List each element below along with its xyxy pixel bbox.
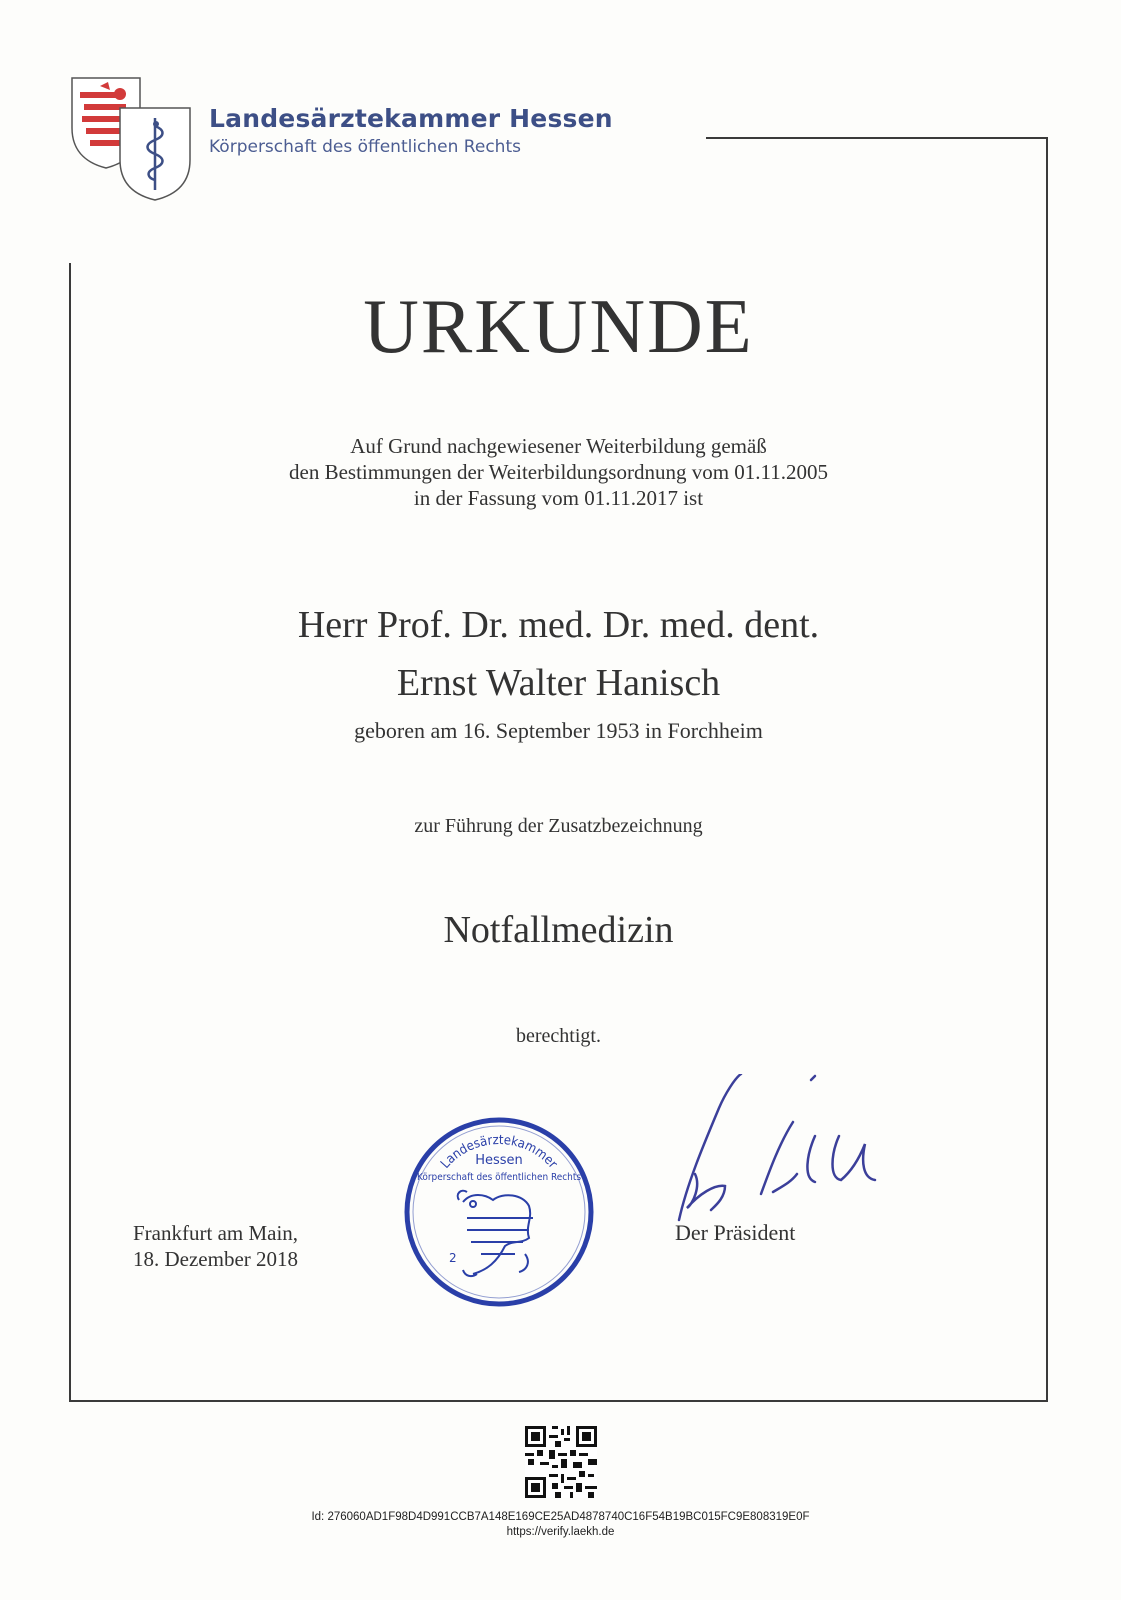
document-id: Id: 276060AD1F98D4D991CCB7A148E169CE25AD4878740C16F54B19BC015FC9E808319E0F bbox=[311, 1511, 810, 1523]
place-and-date bbox=[133, 1220, 298, 1272]
chamber-logo-icon bbox=[70, 76, 200, 206]
seal-text-3: Körperschaft des öffentlichen Rechts bbox=[417, 1172, 581, 1183]
person-title: Herr Prof. Dr. med. Dr. med. dent. bbox=[297, 604, 820, 646]
qualification-name: Notfallmedizin bbox=[443, 909, 674, 951]
organization-name: Landesärztekammer Hessen bbox=[209, 104, 613, 133]
president-signature bbox=[665, 1074, 890, 1224]
frame-top-line bbox=[706, 137, 1048, 139]
intro-line-3: in der Fassung vom 01.11.2017 ist bbox=[413, 486, 704, 510]
verify-link[interactable]: https://verify.laekh.de bbox=[506, 1526, 615, 1538]
intro-line-2: den Bestimmungen der Weiterbildungsordnung vom 01.11.2005 bbox=[289, 460, 828, 484]
qr-code-icon[interactable] bbox=[525, 1426, 597, 1498]
intro-line-1: Auf Grund nachgewiesener Weiterbildung gemäß bbox=[350, 434, 767, 458]
seal-text-2: Hessen bbox=[475, 1153, 523, 1168]
organization-subtitle: Körperschaft des öffentlichen Rechts bbox=[209, 137, 521, 157]
frame-right-line bbox=[1046, 137, 1048, 1402]
certificate-title: URKUNDE bbox=[363, 283, 754, 369]
place-text: Frankfurt am Main, bbox=[133, 1221, 299, 1245]
certificate-intro bbox=[71, 433, 1046, 511]
seal-lion-icon bbox=[458, 1191, 533, 1276]
seal-text-1: Landesärztekammer bbox=[438, 1132, 560, 1172]
birth-info: geboren am 16. September 1953 in Forchheim bbox=[354, 718, 763, 743]
official-seal bbox=[401, 1114, 597, 1310]
seal-number: 2 bbox=[449, 1251, 457, 1265]
date-text: 18. Dezember 2018 bbox=[133, 1247, 299, 1271]
closing-text: berechtigt. bbox=[516, 1025, 601, 1047]
purpose-text: zur Führung der Zusatzbezeichnung bbox=[414, 815, 703, 837]
signatory-role: Der Präsident bbox=[675, 1220, 796, 1245]
frame-bottom-line bbox=[69, 1400, 1048, 1402]
person-name: Ernst Walter Hanisch bbox=[396, 662, 721, 704]
